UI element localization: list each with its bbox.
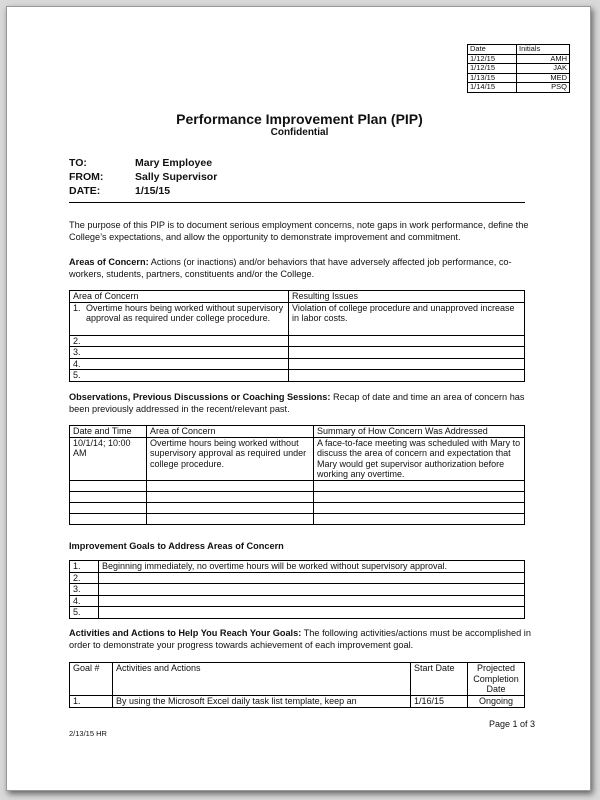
table-row xyxy=(70,426,525,438)
memo-to-value: Mary Employee xyxy=(135,157,213,169)
areas-cell xyxy=(70,302,289,335)
areas-cell: 2. xyxy=(70,335,289,347)
activities-label: Activities and Actions to Help You Reach Your Goals: xyxy=(69,628,302,638)
initials-cell: 1/12/15 xyxy=(468,64,517,74)
goal-text xyxy=(99,607,525,619)
memo-from-value: Sally Supervisor xyxy=(135,171,218,183)
activities-header: Projected Completion Date xyxy=(468,663,525,696)
areas-header: Area of Concern xyxy=(70,291,289,303)
activities-cell: Ongoing xyxy=(468,696,525,708)
observations-cell xyxy=(147,491,314,502)
observations-cell xyxy=(70,480,147,491)
memo-date-label: DATE: xyxy=(69,185,101,197)
areas-cell xyxy=(289,358,525,370)
table-row xyxy=(70,302,525,335)
table-row xyxy=(70,347,525,359)
row-number: 1. xyxy=(73,302,81,313)
areas-cell: Violation of college procedure and unapproved increase in labor costs. xyxy=(289,302,525,335)
improvement-goals-heading: Improvement Goals to Address Areas of Concern xyxy=(69,541,284,551)
table-row xyxy=(70,513,525,524)
table-row xyxy=(70,437,525,480)
areas-cell xyxy=(289,347,525,359)
observations-cell: A face-to-face meeting was scheduled with Mary to discuss the area of concern and expectation that Mary would get supervisor authorization before working any overtime. xyxy=(314,437,525,480)
table-row xyxy=(70,502,525,513)
observations-cell xyxy=(70,502,147,513)
observations-cell: 10/1/14; 10:00 AM xyxy=(70,437,147,480)
observations-cell xyxy=(70,491,147,502)
table-row xyxy=(70,358,525,370)
observations-intro xyxy=(69,391,539,415)
table-row xyxy=(70,370,525,382)
activities-description: The following activities/actions must be accomplished in order to demonstrate your progress towards achievement of each improvement goal. xyxy=(69,628,531,650)
table-row xyxy=(70,335,525,347)
initials-cell: 1/12/15 xyxy=(468,54,517,64)
areas-description: Actions (or inactions) and/or behaviors that have adversely affected job performance, co-workers, students, partners, constituents and/or the College. xyxy=(69,257,512,279)
activities-header: Start Date xyxy=(411,663,468,696)
initials-header-date: Date xyxy=(468,45,517,55)
observations-cell xyxy=(147,502,314,513)
initials-cell: 1/13/15 xyxy=(468,73,517,83)
table-row xyxy=(70,663,525,696)
goal-number: 4. xyxy=(70,595,99,607)
initials-cell: 1/14/15 xyxy=(468,83,517,93)
table-row xyxy=(70,480,525,491)
memo-to-label: TO: xyxy=(69,157,87,169)
initials-cell: MED xyxy=(517,73,570,83)
observations-cell xyxy=(314,513,525,524)
observations-cell xyxy=(314,491,525,502)
document-page xyxy=(6,6,591,791)
areas-cell: 5. xyxy=(70,370,289,382)
activities-cell: By using the Microsoft Excel daily task list template, keep an xyxy=(113,696,411,708)
goal-text xyxy=(99,595,525,607)
goal-text: Beginning immediately, no overtime hours will be worked without supervisory approval. xyxy=(99,561,525,573)
purpose-paragraph: The purpose of this PIP is to document serious employment concerns, note gaps in work performance, define the College’s expectations, and allow the opportunity to demonstrate improvement and commitment. xyxy=(69,220,529,242)
memo-from-label: FROM: xyxy=(69,171,104,183)
footer-revision: 2/13/15 HR xyxy=(69,729,107,738)
table-row xyxy=(468,83,570,93)
table-row xyxy=(70,584,525,596)
areas-header: Resulting Issues xyxy=(289,291,525,303)
initials-header-initials: Initials xyxy=(517,45,570,55)
observations-cell: Overtime hours being worked without supervisory approval as required under college procedure. xyxy=(147,437,314,480)
table-row xyxy=(70,595,525,607)
table-row xyxy=(468,45,570,55)
table-row xyxy=(468,64,570,74)
observations-header: Area of Concern xyxy=(147,426,314,438)
observations-cell xyxy=(147,513,314,524)
areas-table xyxy=(69,290,525,382)
improvement-goals-table xyxy=(69,560,525,619)
activities-table xyxy=(69,662,525,708)
activities-header: Activities and Actions xyxy=(113,663,411,696)
activities-intro xyxy=(69,627,539,651)
observations-cell xyxy=(147,480,314,491)
page-subtitle: Confidential xyxy=(270,127,329,138)
activities-cell: 1. xyxy=(70,696,113,708)
table-row xyxy=(70,572,525,584)
goal-number: 1. xyxy=(70,561,99,573)
goal-number: 3. xyxy=(70,584,99,596)
areas-cell: 3. xyxy=(70,347,289,359)
table-row xyxy=(70,561,525,573)
initials-cell: JAK xyxy=(517,64,570,74)
goal-text xyxy=(99,584,525,596)
observations-description: Recap of date and time an area of concern has been previously addressed in the recent/relevant past. xyxy=(69,392,525,414)
table-row xyxy=(70,291,525,303)
areas-cell xyxy=(289,335,525,347)
observations-cell xyxy=(314,502,525,513)
activities-header: Goal # xyxy=(70,663,113,696)
goal-text xyxy=(99,572,525,584)
observations-cell xyxy=(314,480,525,491)
areas-cell: 4. xyxy=(70,358,289,370)
page-title: Performance Improvement Plan (PIP) xyxy=(176,111,423,127)
table-row xyxy=(70,491,525,502)
activities-cell: 1/16/15 xyxy=(411,696,468,708)
goal-number: 5. xyxy=(70,607,99,619)
divider xyxy=(69,202,525,203)
memo-date-value: 1/15/15 xyxy=(135,185,171,197)
table-row xyxy=(70,607,525,619)
areas-label: Areas of Concern: xyxy=(69,257,149,267)
areas-of-concern-intro xyxy=(69,256,539,280)
page-number: Page 1 of 3 xyxy=(489,719,536,729)
observations-label: Observations, Previous Discussions or Coaching Sessions: xyxy=(69,392,331,402)
table-row xyxy=(70,696,525,708)
observations-header: Summary of How Concern Was Addressed xyxy=(314,426,525,438)
areas-cell xyxy=(289,370,525,382)
observations-cell xyxy=(70,513,147,524)
initials-table xyxy=(467,44,570,93)
initials-cell: PSQ xyxy=(517,83,570,93)
goal-number: 2. xyxy=(70,572,99,584)
observations-table xyxy=(69,425,525,525)
concern-text: Overtime hours being worked without supervisory approval as required under college procedure. xyxy=(86,302,284,323)
observations-header: Date and Time xyxy=(70,426,147,438)
initials-cell: AMH xyxy=(517,54,570,64)
